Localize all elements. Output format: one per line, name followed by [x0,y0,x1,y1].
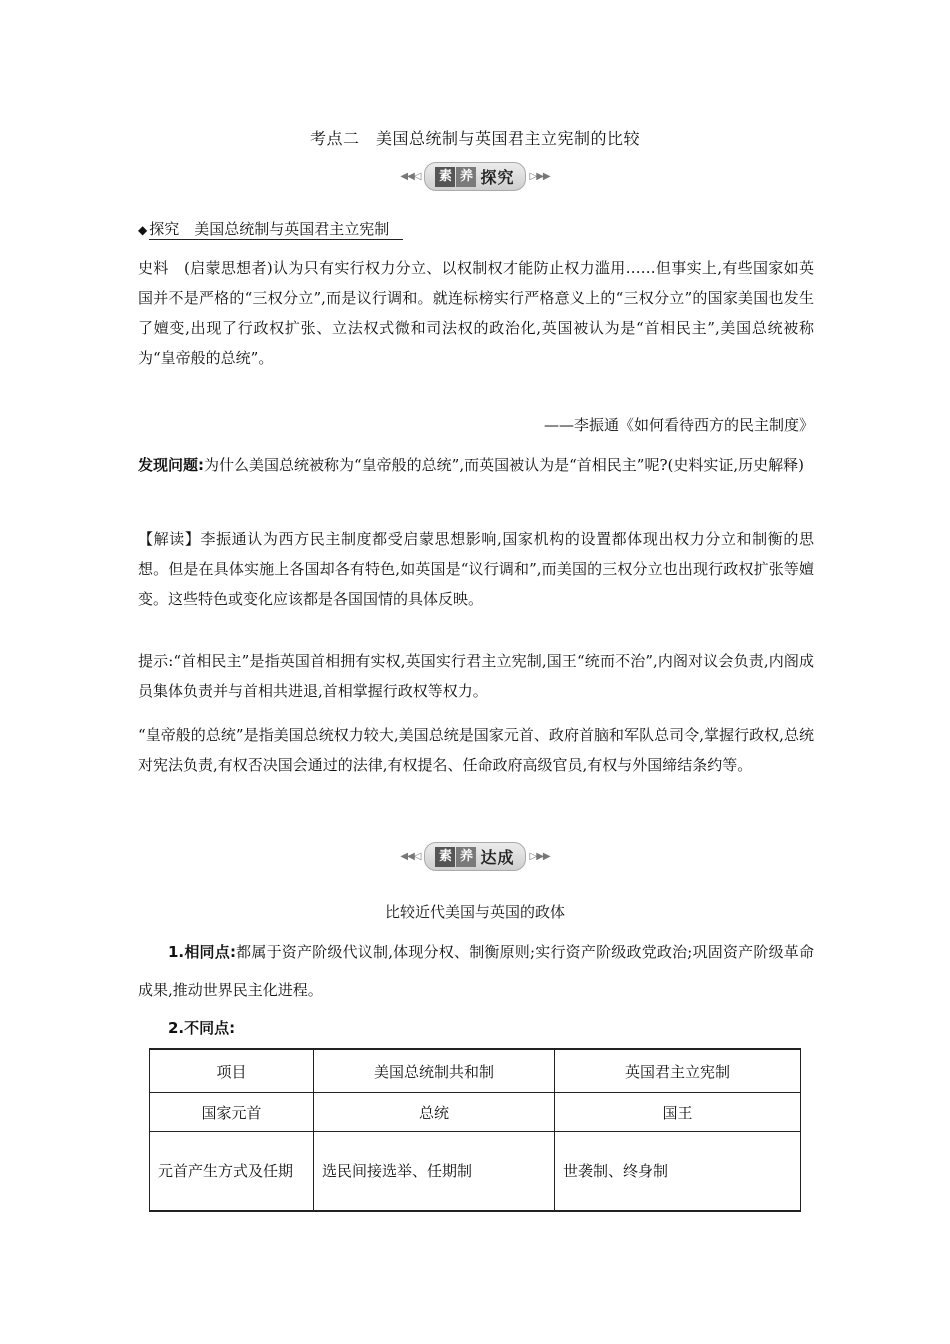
banner-explore [0,162,950,191]
source-label: 史料 [138,259,169,277]
interpretation-text: 李振通认为西方民主制度都受启蒙思想影响,国家机构的设置都体现出权力分立和制衡的思想。但是在具体实施上各国却各有特色,如英国是“议行调和”,而美国的三权分立也出现行政权扩张等嬗变。这些特色或变化应该都是各国国情的具体反映。 [138,530,814,608]
similar-label: 1.相同点: [168,943,236,961]
table-cell: 世袭制、终身制 [555,1132,801,1212]
right-arrows-icon: ▷▶▶ [529,171,550,182]
interpretation-paragraph [138,524,814,614]
different-label-text: 2.不同点: [168,1019,236,1037]
table-cell: 总统 [314,1093,555,1132]
page-title: 考点二 美国总统制与英国君主立宪制的比较 [309,129,640,148]
table-row [150,1093,801,1132]
table-cell: 国王 [555,1093,801,1132]
comparison-table [149,1048,801,1212]
banner-char: 素 [435,847,455,867]
banner-char: 养 [456,167,476,187]
question-label: 发现问题: [138,456,204,474]
table-row [150,1132,801,1212]
banner-text: 探究 [480,168,515,187]
left-arrows-icon: ◀◀◁ [400,171,421,182]
banner-char: 素 [435,167,455,187]
banner-box [424,842,525,871]
table-header-cell: 项目 [150,1049,314,1093]
banner-text: 达成 [480,848,515,867]
question-paragraph [138,450,814,480]
source-text: (启蒙思想者)认为只有实行权力分立、以权制权才能防止权力滥用……但事实上,有些国家如英国并不是严格的“三权分立”,而是议行调和。就连标榜实行严格意义上的“三权分立”的国家美国也发生了嬗变,出现了行政权扩张、立法权式微和司法权的政治化,英国被认为是“首相民主”,美国总统被称为“皇帝般的总统”。 [138,259,814,367]
table-header-cell: 英国君主立宪制 [555,1049,801,1093]
table-cell: 选民间接选举、任期制 [314,1132,555,1212]
compare-title: 比较近代美国与英国的政体 [384,903,565,921]
explore-heading [138,218,403,239]
interpretation-label: 【解读】 [138,530,201,548]
table-header-row [150,1049,801,1093]
diamond-bullet-icon: ◆ [138,223,148,237]
similar-text: 都属于资产阶级代议制,体现分权、制衡原则;实行资产阶级政党政治;巩固资产阶级革命成果,推动世界民主化进程。 [138,943,814,999]
question-text: 为什么美国总统被称为“皇帝般的总统”,而英国被认为是“首相民主”呢?(史料实证,历史解释) [204,456,804,474]
emperor-paragraph: “皇帝般的总统”是指美国总统权力较大,美国总统是国家元首、政府首脑和军队总司令,掌握行政权,总统对宪法负责,有权否决国会通过的法律,有权提名、任命政府高级官员,有权与外国缔结条约等。 [138,726,814,774]
banner-char: 养 [456,847,476,867]
right-arrows-icon: ▷▶▶ [529,851,550,862]
table-cell: 国家元首 [150,1093,314,1132]
left-arrows-icon: ◀◀◁ [400,851,421,862]
source-citation: ——李振通《如何看待西方的民主制度》 [543,416,814,434]
banner-box [424,162,525,191]
different-label [138,1013,814,1043]
table-cell: 元首产生方式及任期 [150,1132,314,1212]
hint-paragraph: 提示:“首相民主”是指英国首相拥有实权,英国实行君主立宪制,国王“统而不治”,内阁对议会负责,内阁成员集体负责并与首相共进退,首相掌握行政权等权力。 [138,652,814,700]
banner-achieve [0,842,950,871]
similar-paragraph [138,933,814,1009]
table-header-cell: 美国总统制共和制 [314,1049,555,1093]
source-paragraph [138,253,814,373]
explore-heading-text: 探究 美国总统制与英国君主立宪制 [149,220,403,240]
